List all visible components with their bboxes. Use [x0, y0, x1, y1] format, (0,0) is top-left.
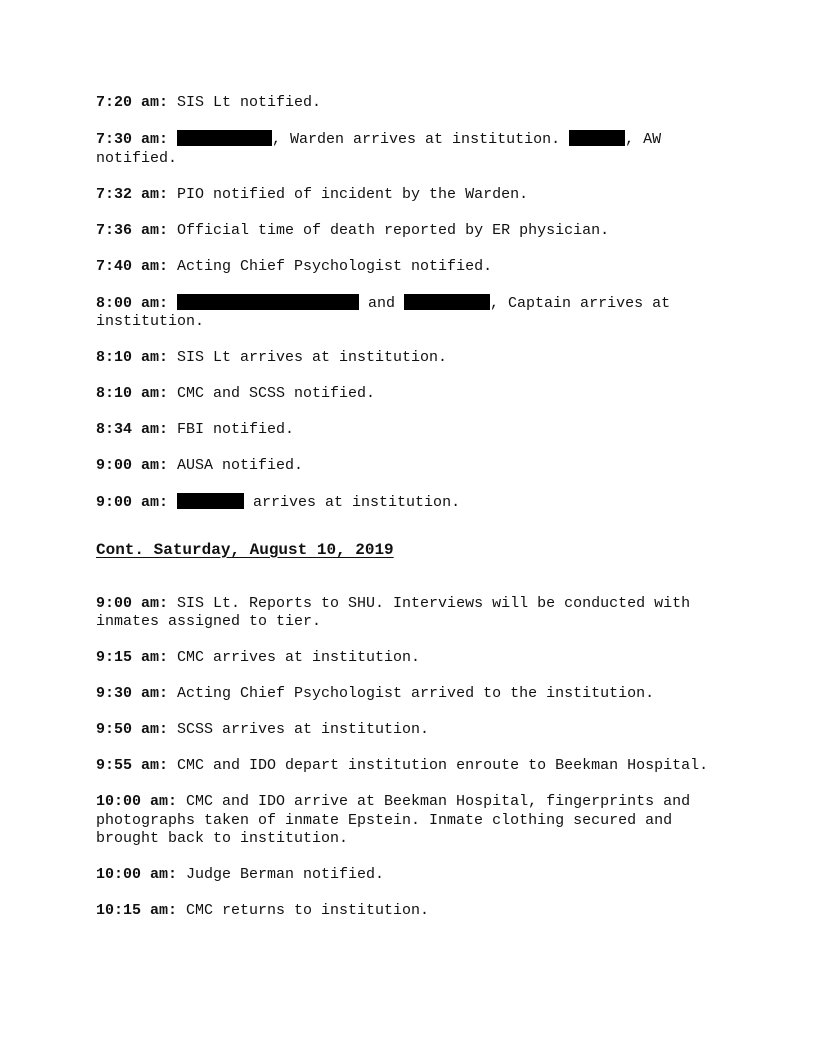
- redaction-block: [177, 294, 359, 310]
- entry-time: 10:15 am:: [96, 902, 178, 919]
- entry-time: 9:00 am:: [96, 594, 169, 612]
- entry-time: 7:30 am:: [96, 131, 169, 148]
- entry-time: 7:32 am:: [96, 185, 169, 203]
- redaction-block: [177, 493, 244, 509]
- entry-time: 7:36 am:: [96, 221, 169, 239]
- entry-time: 8:00 am:: [96, 294, 169, 312]
- entry-text: CMC and IDO depart institution enroute to Beekman Hospital.: [168, 757, 709, 774]
- entry-time: 7:40 am:: [96, 257, 169, 275]
- entry-text: CMC and SCSS notified.: [168, 385, 376, 402]
- entry-text: Official time of death reported by ER physician.: [168, 221, 610, 239]
- redaction-block: [404, 294, 490, 310]
- entry-text: FBI notified.: [168, 421, 295, 438]
- timeline-entry: [96, 685, 736, 704]
- entry-time: 9:50 am:: [96, 721, 169, 738]
- document-page: [96, 94, 736, 938]
- timeline-entry: [96, 258, 736, 277]
- timeline-entry: [96, 902, 736, 921]
- entry-time: 10:00 am:: [96, 866, 178, 883]
- timeline-entry: [96, 94, 736, 113]
- entry-text: CMC arrives at institution.: [168, 649, 421, 666]
- timeline-entry: [96, 349, 736, 368]
- entry-text: SIS Lt. Reports to SHU. Interviews will be conducted with inmates assigned to tier.: [96, 594, 700, 630]
- timeline-entry: [96, 721, 736, 740]
- entry-text: SIS Lt notified.: [168, 94, 322, 111]
- entry-text: PIO notified of incident by the Warden.: [168, 185, 529, 203]
- entry-time: 8:10 am:: [96, 385, 169, 402]
- timeline-entry: [96, 222, 736, 241]
- entry-text: [168, 131, 177, 148]
- entry-text: arrives at institution.: [244, 494, 461, 511]
- redaction-block: [569, 130, 625, 146]
- entry-text: SIS Lt arrives at institution.: [168, 349, 448, 366]
- timeline-entry: [96, 595, 736, 632]
- entry-time: 9:15 am:: [96, 649, 169, 666]
- entry-time: 9:00 am:: [96, 457, 169, 474]
- entry-time: 9:30 am:: [96, 685, 169, 702]
- timeline-entry: [96, 649, 736, 668]
- entry-text: , Warden arrives at institution.: [272, 131, 570, 148]
- entry-text: Acting Chief Psychologist notified.: [168, 257, 493, 275]
- entry-text: Judge Berman notified.: [177, 866, 385, 883]
- timeline-entry: [96, 294, 736, 332]
- timeline-entry: [96, 493, 736, 513]
- timeline-entry: [96, 757, 736, 776]
- entry-text: and: [359, 294, 405, 312]
- timeline-entry: [96, 421, 736, 440]
- entry-text: CMC returns to institution.: [177, 902, 430, 919]
- entry-time: 9:55 am:: [96, 757, 169, 774]
- section-heading: Cont. Saturday, August 10, 2019: [96, 540, 394, 559]
- entry-time: 10:00 am:: [96, 793, 178, 810]
- timeline-entry: [96, 385, 736, 404]
- entry-text: Acting Chief Psychologist arrived to the institution.: [168, 685, 655, 702]
- timeline-entry: [96, 793, 736, 849]
- redaction-block: [177, 130, 272, 146]
- timeline-entry: [96, 186, 736, 205]
- entry-text: CMC and IDO arrive at Beekman Hospital, fingerprints and photographs taken of inmate Epstein. Inmate clothing secured and brought back to institution.: [96, 793, 700, 847]
- entry-text: , Captain arrives at institution.: [96, 294, 680, 330]
- entry-text: SCSS arrives at institution.: [168, 721, 430, 738]
- entry-text: AUSA notified.: [168, 457, 304, 474]
- entry-time: 9:00 am:: [96, 494, 169, 511]
- entry-text: [168, 494, 177, 511]
- entry-text: , AW notified.: [96, 131, 671, 167]
- timeline-entry: [96, 457, 736, 476]
- entry-time: 7:20 am:: [96, 94, 169, 111]
- entry-time: 8:10 am:: [96, 349, 169, 366]
- timeline-entry: [96, 130, 736, 168]
- entry-text: [168, 295, 177, 312]
- entry-time: 8:34 am:: [96, 421, 169, 438]
- timeline-entry: [96, 866, 736, 885]
